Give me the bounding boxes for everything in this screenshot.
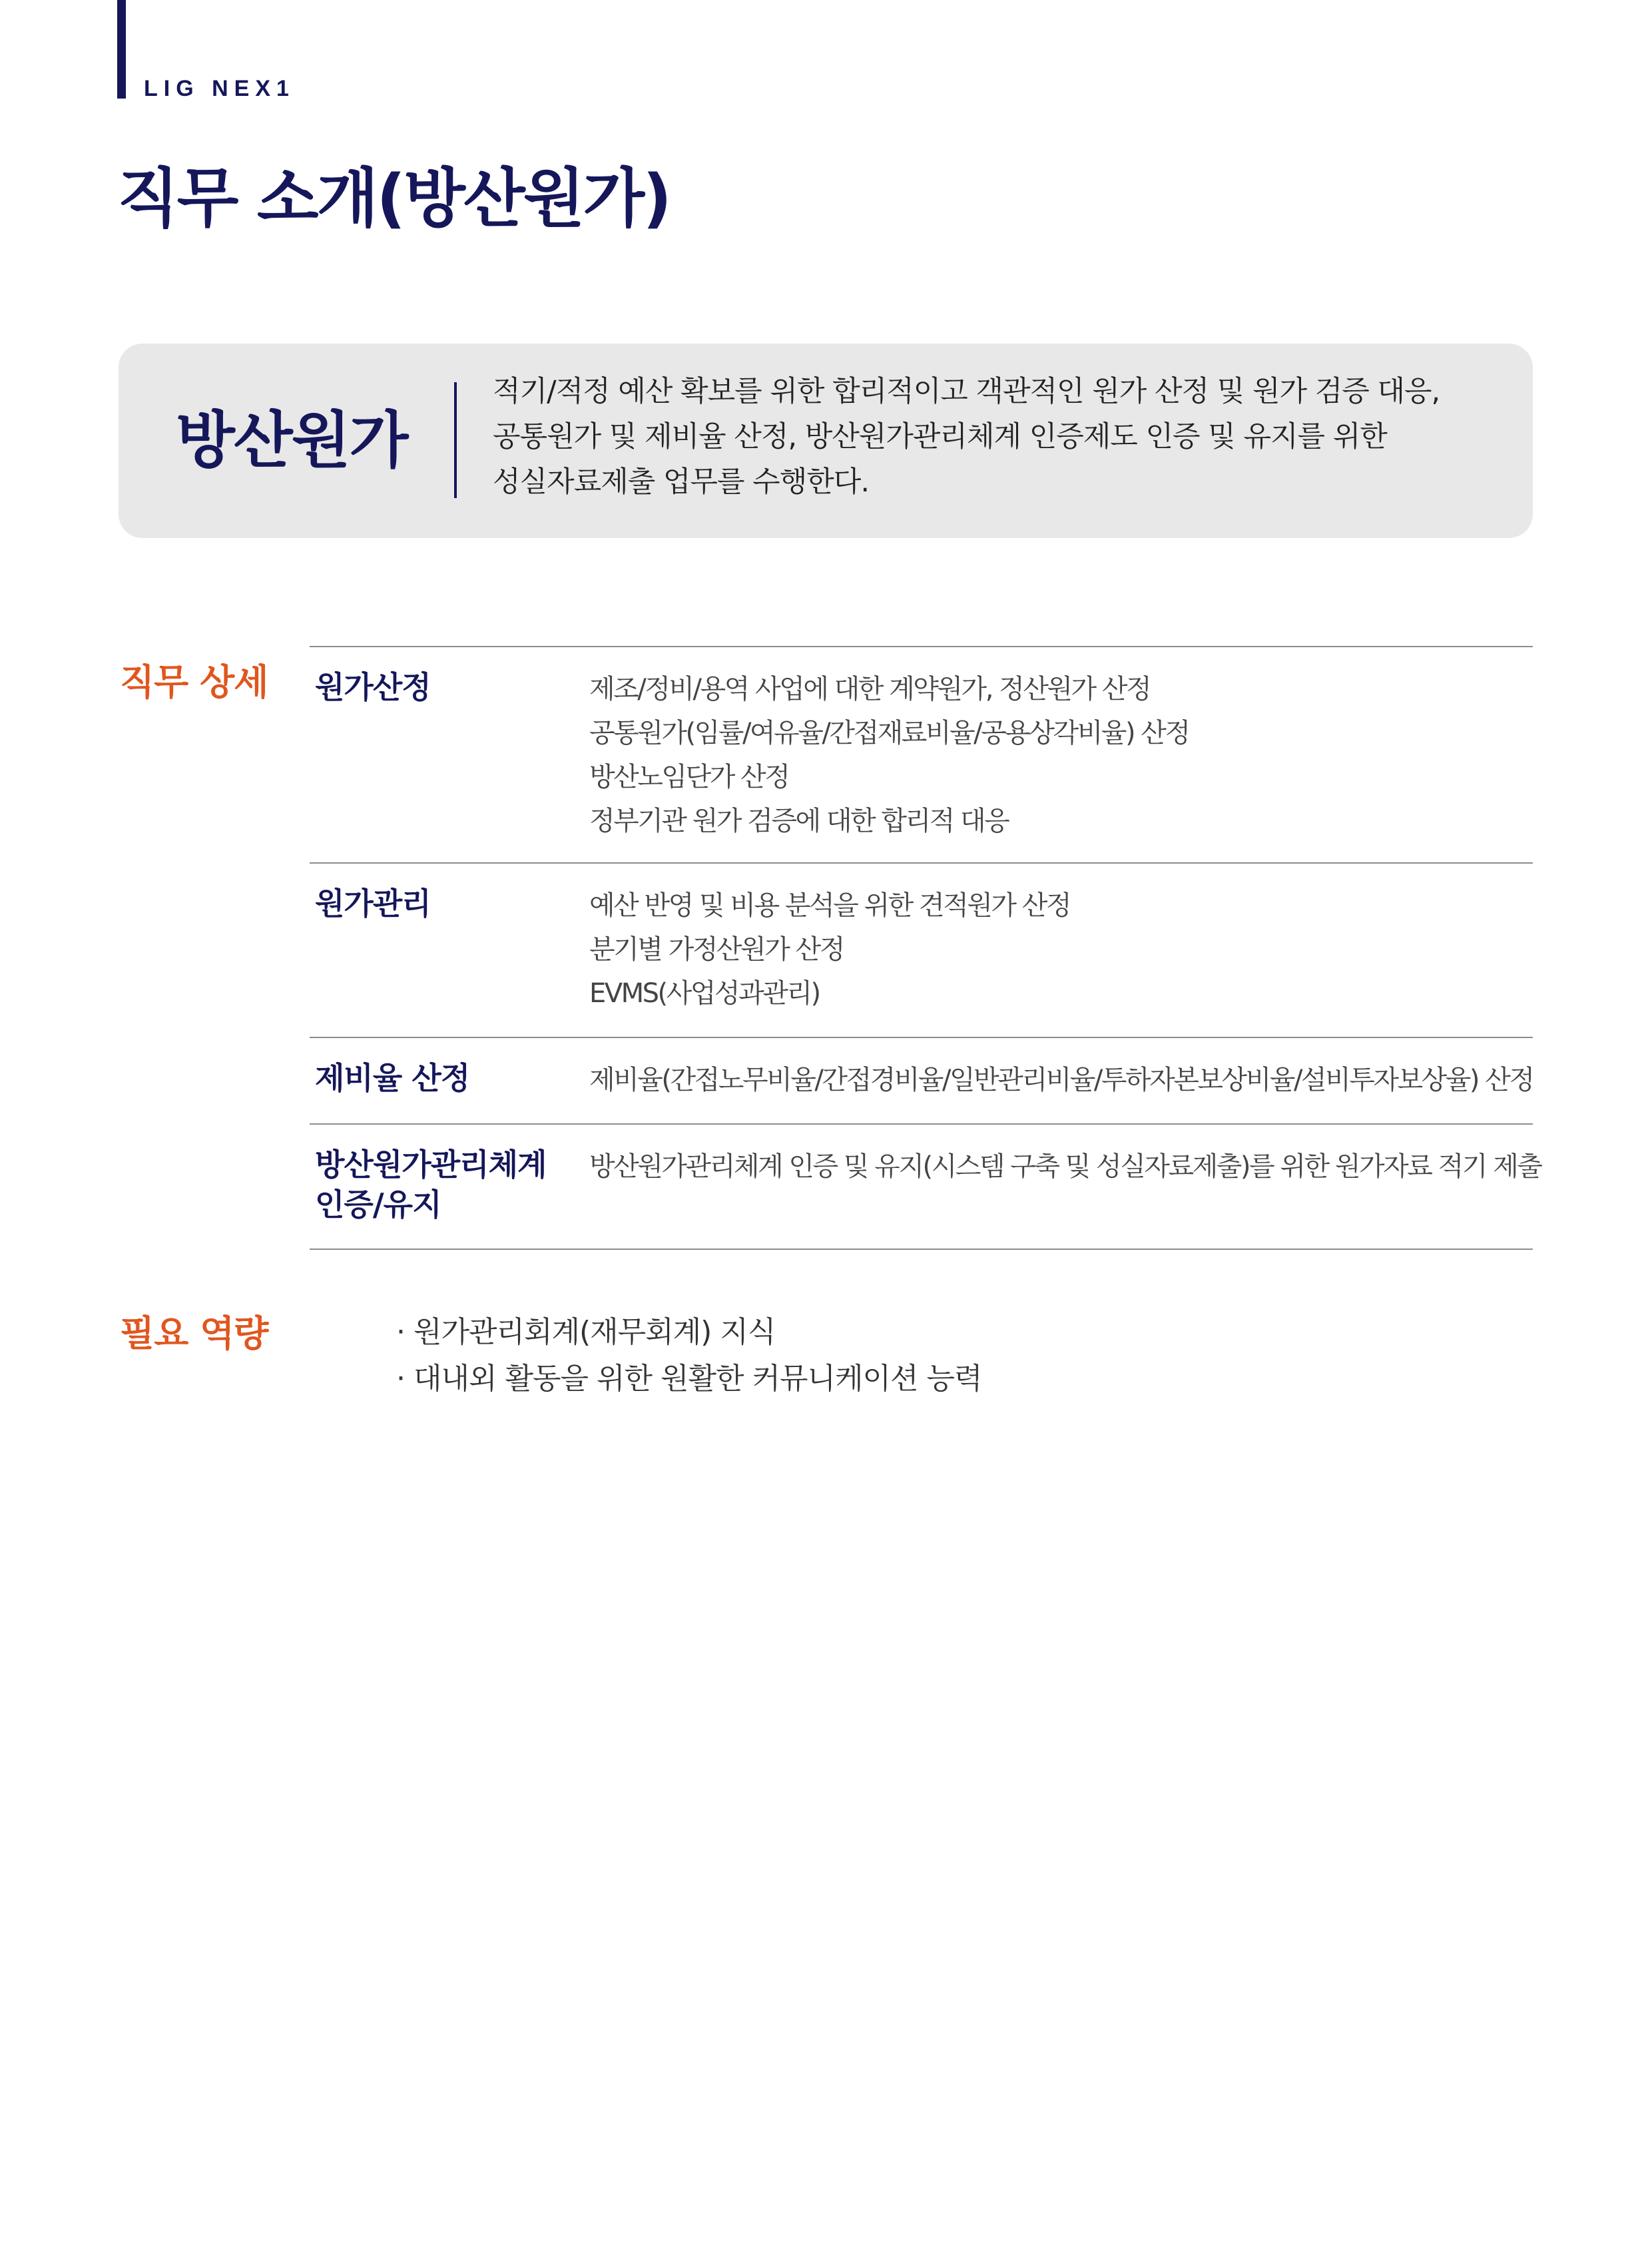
table-row (310, 864, 1533, 1038)
job-summary-box (119, 344, 1533, 538)
row-title (315, 1145, 547, 1225)
table-row (310, 1038, 1533, 1125)
job-detail-table (310, 646, 1541, 1250)
job-description-line: 적기/적정 예산 확보를 위한 합리적이고 객관적인 원가 산정 및 원가 검증 대응, (493, 375, 1440, 408)
row-item: 예산 반영 및 비용 분석을 위한 견적원가 산정 (589, 890, 1071, 921)
row-items (589, 1058, 1533, 1102)
row-item: EVMS(사업성과관리) (589, 978, 820, 1009)
row-item: 제비율(간접노무비율/간접경비율/일반관리비율/투하자본보상비율/설비투자보상율) 산정 (589, 1065, 1533, 1095)
row-items (589, 667, 1189, 843)
section-label-detail: 직무 상세 (120, 661, 268, 703)
row-title-line: 원가관리 (315, 886, 431, 922)
row-item: 정부기관 원가 검증에 대한 합리적 대응 (589, 806, 1009, 836)
row-title (315, 667, 431, 707)
list-item: · 대내외 활동을 위한 원활한 커뮤니케이션 능력 (396, 1362, 982, 1396)
row-item: 공통원가(임률/여유율/간접재료비율/공용상각비율) 산정 (589, 718, 1189, 748)
row-items (589, 884, 1070, 1015)
row-item: 분기별 가정산원가 산정 (589, 934, 844, 965)
job-description-line: 성실자료제출 업무를 수행한다. (493, 465, 869, 499)
row-title-line: 원가산정 (315, 669, 431, 705)
table-row (310, 647, 1533, 864)
competency-list (396, 1309, 981, 1402)
row-title (315, 884, 431, 924)
row-item: 제조/정비/용역 사업에 대한 계약원가, 정산원가 산정 (589, 674, 1151, 704)
table-row (310, 1125, 1541, 1250)
row-item: 방산원가관리체계 인증 및 유지(시스템 구축 및 성실자료제출)를 위한 원가자료 적기 제출 (589, 1151, 1541, 1182)
brand-accent-bar (117, 0, 126, 99)
section-label-competency: 필요 역량 (120, 1312, 268, 1354)
row-item: 방산노임단가 산정 (589, 762, 789, 792)
list-item: · 원가관리회계(재무회계) 지식 (396, 1315, 776, 1349)
summary-divider (454, 382, 457, 498)
row-title (315, 1058, 469, 1098)
job-description (493, 369, 1440, 505)
row-title-line: 방산원가관리체계 (315, 1147, 547, 1183)
page-title: 직무 소개(방산원가) (117, 161, 671, 236)
row-title-line: 인증/유지 (315, 1187, 441, 1223)
row-title-line: 제비율 산정 (315, 1060, 470, 1096)
brand-logo-text: LIG NEX1 (144, 76, 295, 101)
row-items (589, 1145, 1541, 1189)
job-description-line: 공통원가 및 제비율 산정, 방산원가관리체계 인증제도 인증 및 유지를 위한 (493, 420, 1387, 453)
job-name: 방산원가 (176, 405, 408, 476)
